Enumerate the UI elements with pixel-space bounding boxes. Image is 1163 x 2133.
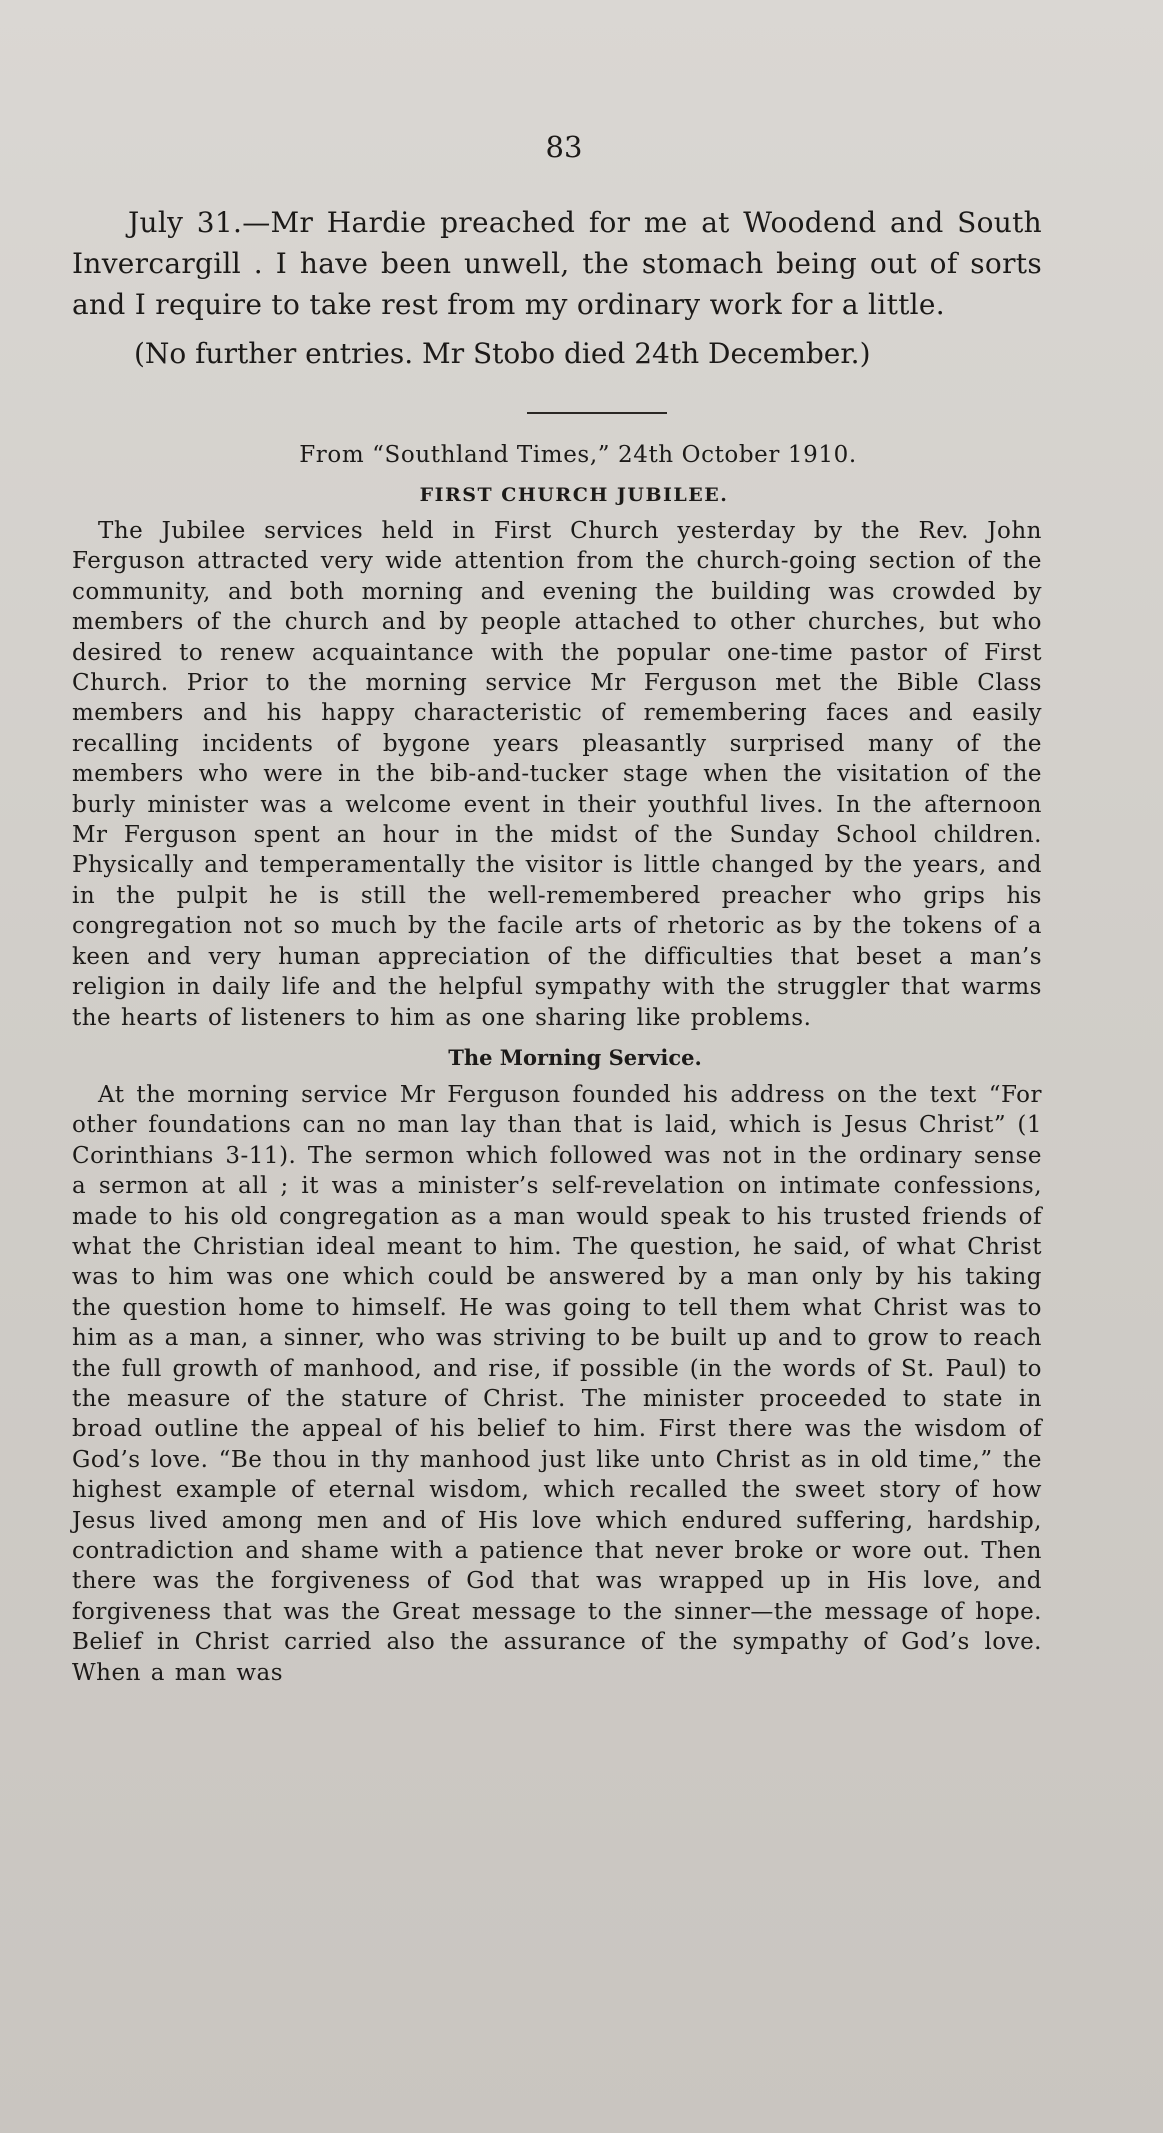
section-divider	[527, 412, 667, 414]
document-page	[72, 130, 1042, 1688]
article-headline: FIRST CHURCH JUBILEE.	[419, 484, 729, 506]
article-paragraph: The Jubilee services held in First Church yesterday by the Rev. John Ferguson attracted very wide attention from the church-going section of the community, and both morning and evening the building was crowded by members of the church and by people attached to other churches, but who desired to renew acquaintance with the popular one-time pastor of First Church. Prior to the morning service Mr Ferguson met the Bible Class members and his happy characteristic of remembering faces and easily recalling incidents of bygone years pleasantly surprised many of the members who were in the bib-and-tucker stage when the visitation of the burly minister was a welcome event in their youthful lives. In the afternoon Mr Ferguson spent an hour in the midst of the Sunday School children. Physically and temperamentally the visitor is little changed by the years, and in the pulpit he is still the well-remembered preacher who grips his congregation not so much by the facile arts of rhetoric as by the tokens of a keen and very human appreciation of the difficulties that beset a man’s religion in daily life and the helpful sympathy with the struggler that warms the hearts of listeners to him as one sharing like problems.	[72, 518, 1042, 1031]
article-paragraph: At the morning service Mr Ferguson founded his address on the text “For other foundations can no man lay than that is laid, which is Jesus Christ” (1 Corinthians 3-11). The sermon which followed was not in the ordinary sense a sermon at all ; it was a minister’s self-revelation on intimate confessions, made to his old congregation as a man would speak to his trusted friends of what the Christian ideal meant to him. The question, he said, of what Christ was to him was one which could be answered by a man only by his taking the question home to himself. He was going to tell them what Christ was to him as a man, a sinner, who was striving to be built up and to grow to reach the full growth of manhood, and rise, if possible (in the words of St. Paul) to the measure of the stature of Christ. The minister proceeded to state in broad outline the appeal of his belief to him. First there was the wisdom of God’s love. “Be thou in thy manhood just like unto Christ as in old time,” the highest example of eternal wisdom, which recalled the sweet story of how Jesus lived among men and of His love which endured suffering, hardship, contradiction and shame with a patience that never broke or wore out. Then there was the forgiveness of God that was wrapped up in His love, and forgiveness that was the Great message to the sinner—the message of hope. Belief in Christ carried also the assurance of the sympathy of God’s love. When a man was	[72, 1081, 1042, 1686]
page-number: 83	[545, 130, 583, 164]
diary-closing-note: (No further entries. Mr Stobo died 24th December.)	[134, 337, 871, 370]
diary-entry: July 31.—Mr Hardie preached for me at Woodend and South Invercargill . I have been unwell, the stomach being out of sorts and I require to take rest from my ordinary work for a little.	[72, 206, 1042, 321]
newspaper-source-line: From “Southland Times,” 24th October 1910.	[299, 442, 857, 468]
article-subheading: The Morning Service.	[448, 1044, 702, 1070]
